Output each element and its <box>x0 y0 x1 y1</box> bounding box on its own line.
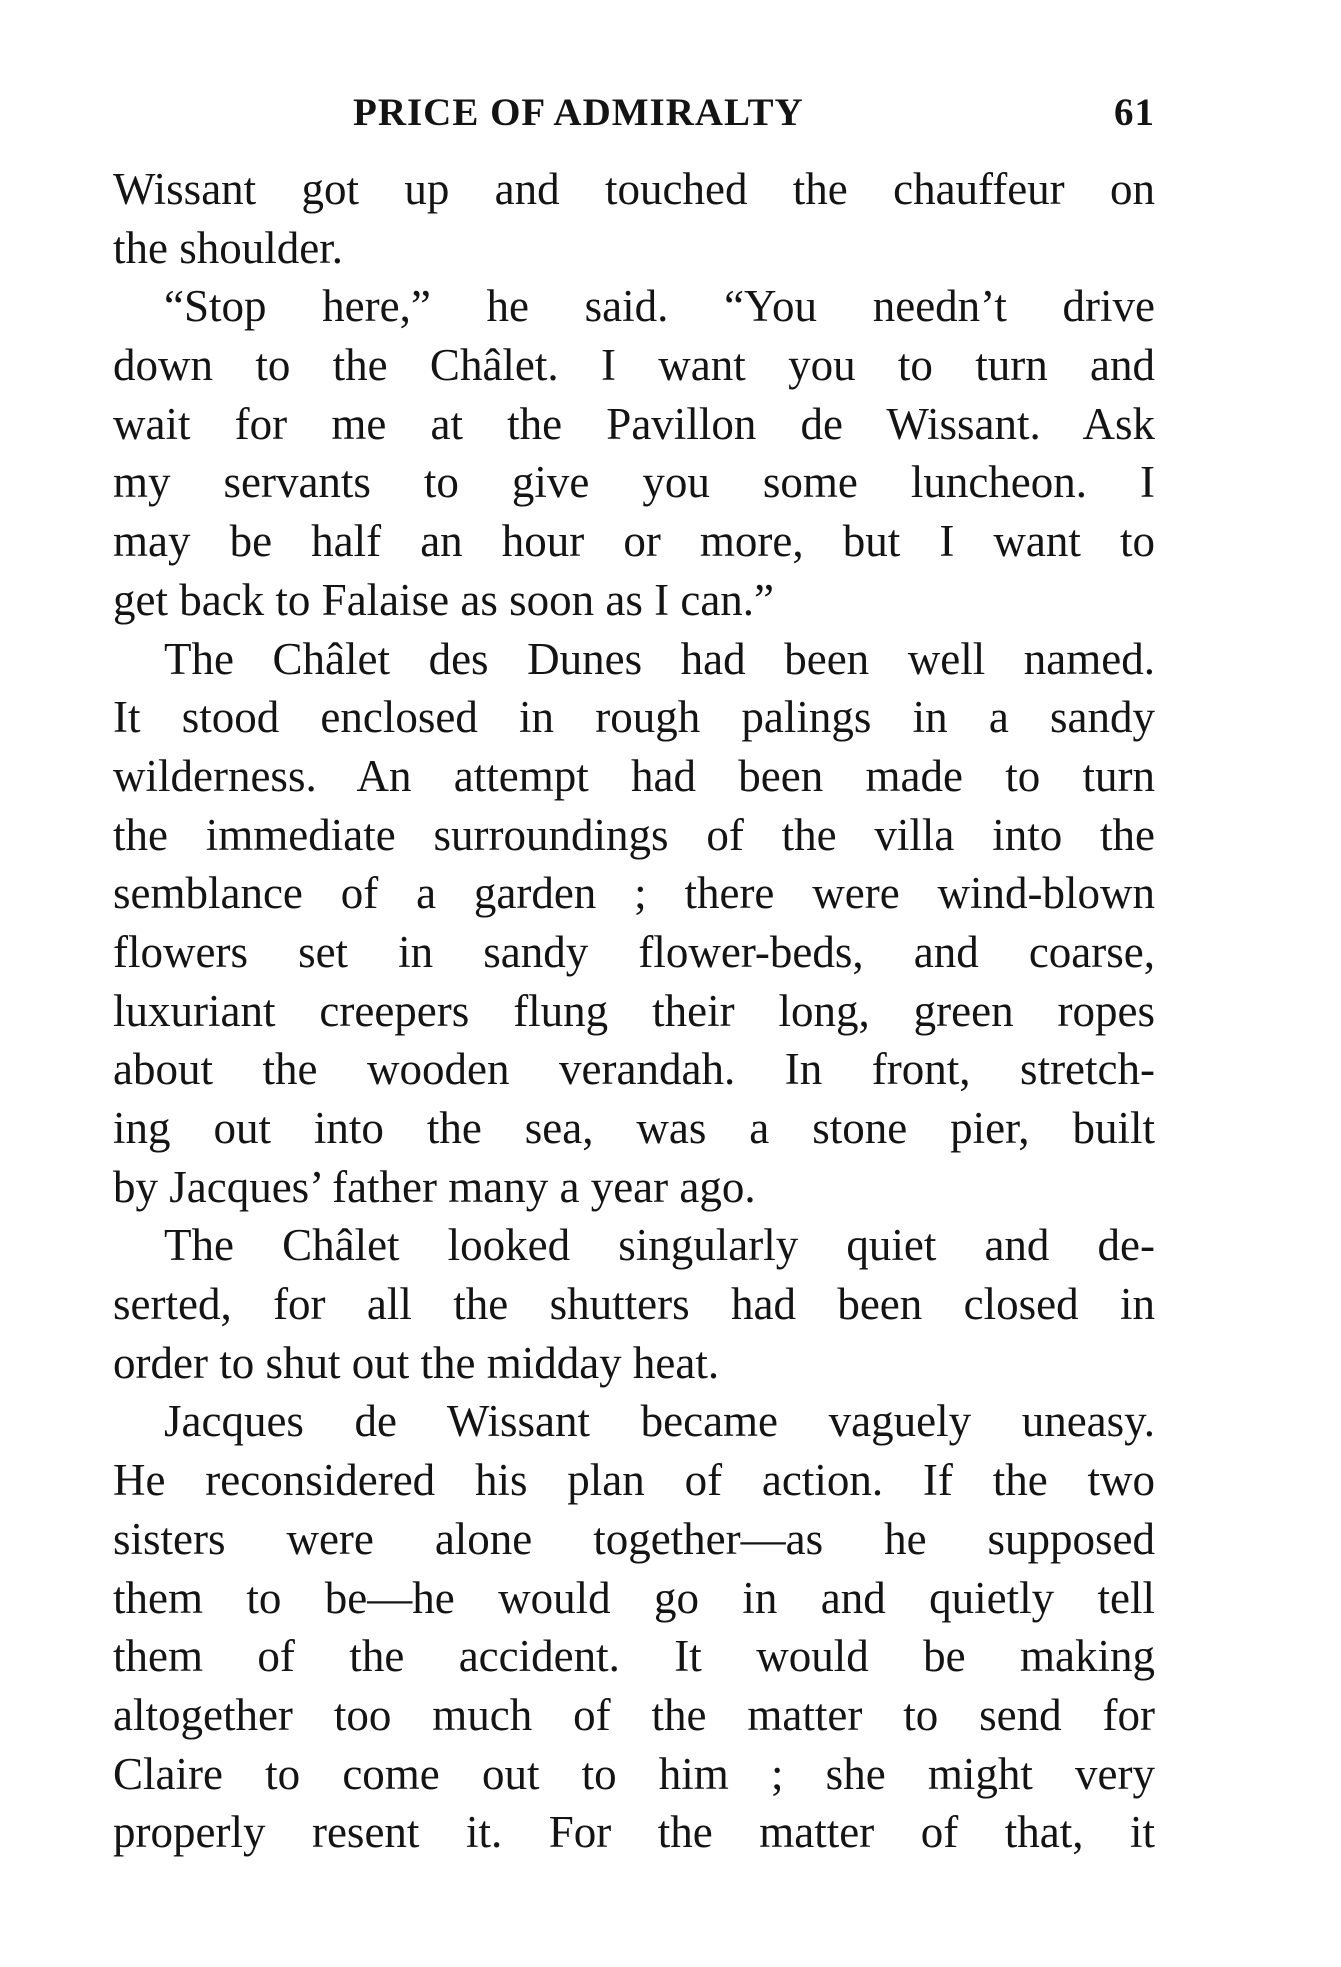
text-line: them to be—he would go in and quietly tell <box>113 1572 1155 1623</box>
text-line: wait for me at the Pavillon de Wissant. Ask <box>113 398 1155 449</box>
text-line: about the wooden verandah. In front, stretch- <box>113 1044 1155 1095</box>
text-line: It stood enclosed in rough palings in a sandy <box>113 692 1155 743</box>
text-line: altogether too much of the matter to send for <box>113 1689 1155 1740</box>
text-line: may be half an hour or more, but I want to <box>113 516 1155 567</box>
paragraph <box>113 630 1155 1217</box>
text-line: The Châlet des Dunes had been well named. <box>164 633 1155 684</box>
text-line: He reconsidered his plan of action. If the two <box>113 1455 1155 1506</box>
text-line: flowers set in sandy flower-beds, and coarse, <box>113 926 1155 977</box>
text-line: down to the Châlet. I want you to turn and <box>113 340 1155 391</box>
running-title: PRICE OF ADMIRALTY <box>353 91 804 134</box>
paragraph <box>113 277 1155 629</box>
text-line: serted, for all the shutters had been closed in <box>113 1279 1155 1330</box>
paragraph <box>113 1392 1155 1862</box>
text-line: Jacques de Wissant became vaguely uneasy. <box>164 1396 1155 1447</box>
text-line: the shoulder. <box>113 222 343 273</box>
running-head <box>113 88 1155 148</box>
text-line: ing out into the sea, was a stone pier, built <box>113 1103 1155 1153</box>
body-text <box>113 160 1155 1862</box>
text-line: my servants to give you some luncheon. I <box>113 457 1155 508</box>
text-line: “Stop here,” he said. “You needn’t drive <box>164 281 1155 332</box>
text-line: by Jacques’ father many a year ago. <box>113 1161 756 1212</box>
text-line: luxuriant creepers flung their long, green ropes <box>113 985 1155 1036</box>
text-line: the immediate surroundings of the villa into the <box>113 809 1155 860</box>
text-line: order to shut out the midday heat. <box>113 1337 720 1388</box>
text-line: The Châlet looked singularly quiet and de- <box>164 1220 1155 1271</box>
paragraph <box>113 160 1155 277</box>
text-line: semblance of a garden ; there were wind-blown <box>113 868 1155 919</box>
text-line: get back to Falaise as soon as I can.” <box>113 574 775 625</box>
page-number: 61 <box>1114 91 1155 134</box>
paragraph <box>113 1216 1155 1392</box>
text-line: sisters were alone together—as he supposed <box>113 1513 1155 1564</box>
text-line: them of the accident. It would be making <box>113 1631 1155 1682</box>
text-line: Claire to come out to him ; she might very <box>113 1748 1155 1799</box>
text-line: properly resent it. For the matter of that, it <box>113 1807 1155 1858</box>
text-line: Wissant got up and touched the chauffeur on <box>113 164 1155 214</box>
text-line: wilderness. An attempt had been made to turn <box>113 750 1155 801</box>
